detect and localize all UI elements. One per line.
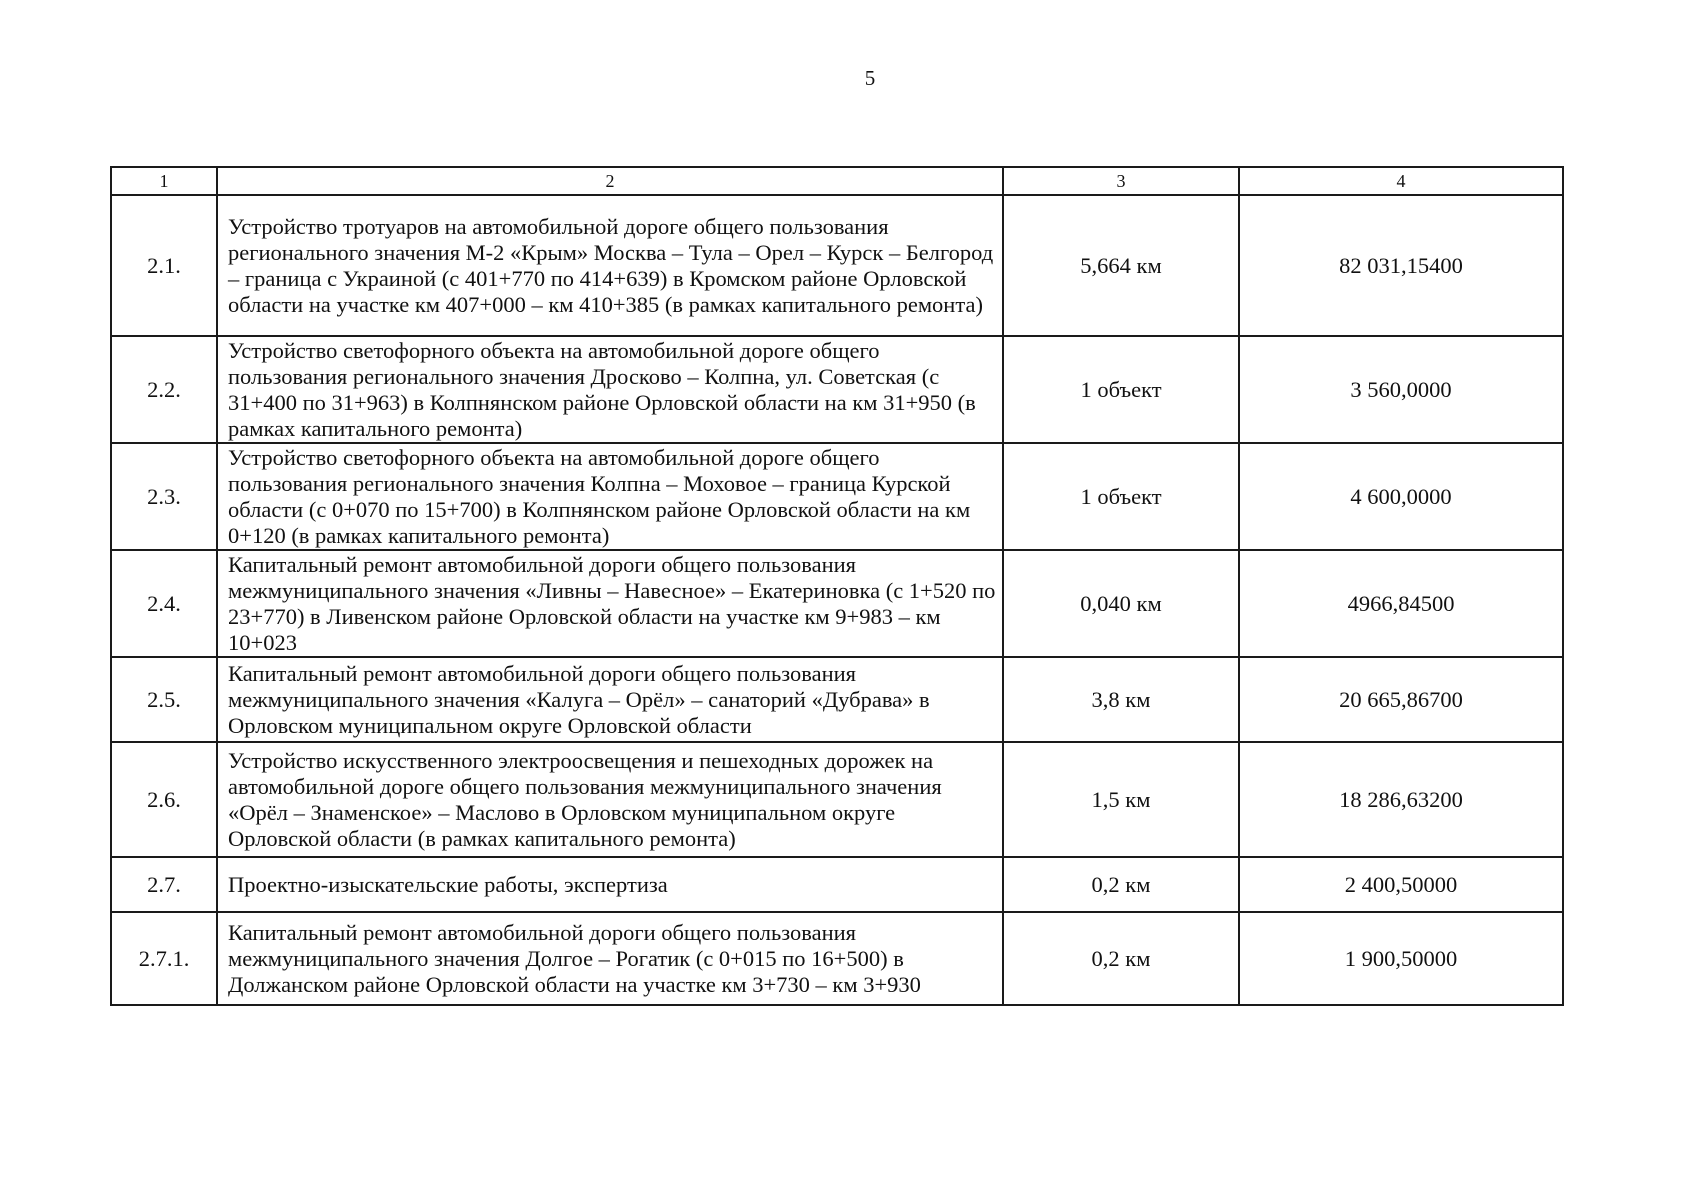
row-number: 2.4. <box>111 550 217 657</box>
row-quantity: 0,2 км <box>1003 912 1239 1005</box>
row-description: Устройство светофорного объекта на автомобильной дороге общего пользования регионального значения Колпна – Моховое – граница Курской области (с 0+070 по 15+700) в Колпнянском районе Орловской области на км 0+120 (в рамках капитального ремонта) <box>217 443 1003 550</box>
header-cell-3: 3 <box>1003 167 1239 195</box>
row-description: Капитальный ремонт автомобильной дороги общего пользования межмуниципального значения «Калуга – Орёл» – санаторий «Дубрава» в Орловском муниципальном округе Орловской области <box>217 657 1003 742</box>
row-description: Капитальный ремонт автомобильной дороги общего пользования межмуниципального значения Долгое – Рогатик (с 0+015 по 16+500) в Должанском районе Орловской области на участке км 3+730 – км 3+930 <box>217 912 1003 1005</box>
table-row <box>111 912 1563 1005</box>
row-amount: 82 031,15400 <box>1239 195 1563 336</box>
row-number: 2.2. <box>111 336 217 443</box>
row-amount: 4 600,0000 <box>1239 443 1563 550</box>
row-number: 2.6. <box>111 742 217 857</box>
row-quantity: 1 объект <box>1003 443 1239 550</box>
row-quantity: 5,664 км <box>1003 195 1239 336</box>
row-quantity: 0,2 км <box>1003 857 1239 912</box>
row-number: 2.7.1. <box>111 912 217 1005</box>
page-number: 5 <box>864 66 876 90</box>
table-row <box>111 336 1563 443</box>
row-amount: 2 400,50000 <box>1239 857 1563 912</box>
row-amount: 4966,84500 <box>1239 550 1563 657</box>
header-cell-1: 1 <box>111 167 217 195</box>
row-amount: 1 900,50000 <box>1239 912 1563 1005</box>
row-quantity: 3,8 км <box>1003 657 1239 742</box>
header-row <box>111 167 1563 195</box>
row-description: Устройство светофорного объекта на автомобильной дороге общего пользования регионального значения Дросково – Колпна, ул. Советская (с 31+400 по 31+963) в Колпнянском районе Орловской области на км 31+950 (в рамках капитального ремонта) <box>217 336 1003 443</box>
table-row <box>111 657 1563 742</box>
row-number: 2.3. <box>111 443 217 550</box>
row-number: 2.1. <box>111 195 217 336</box>
row-amount: 18 286,63200 <box>1239 742 1563 857</box>
row-description: Устройство тротуаров на автомобильной дороге общего пользования регионального значения М-2 «Крым» Москва – Тула – Орел – Курск – Белгород – граница с Украиной (с 401+770 по 414+639) в Кромском районе Орловской области на участке км 407+000 – км 410+385 (в рамках капитального ремонта) <box>217 195 1003 336</box>
works-table <box>110 166 1564 1006</box>
row-description: Проектно-изыскательские работы, экспертиза <box>217 857 1003 912</box>
row-quantity: 1,5 км <box>1003 742 1239 857</box>
table-row <box>111 857 1563 912</box>
table-row <box>111 195 1563 336</box>
row-quantity: 0,040 км <box>1003 550 1239 657</box>
table-row <box>111 443 1563 550</box>
table-row <box>111 742 1563 857</box>
table-header <box>111 167 1563 195</box>
row-number: 2.7. <box>111 857 217 912</box>
header-cell-2: 2 <box>217 167 1003 195</box>
table-body <box>111 195 1563 1005</box>
row-quantity: 1 объект <box>1003 336 1239 443</box>
row-description: Устройство искусственного электроосвещения и пешеходных дорожек на автомобильной дороге общего пользования межмуниципального значения «Орёл – Знаменское» – Маслово в Орловском муниципальном округе Орловской области (в рамках капитального ремонта) <box>217 742 1003 857</box>
row-number: 2.5. <box>111 657 217 742</box>
row-amount: 20 665,86700 <box>1239 657 1563 742</box>
header-cell-4: 4 <box>1239 167 1563 195</box>
row-description: Капитальный ремонт автомобильной дороги общего пользования межмуниципального значения «Ливны – Навесное» – Екатериновка (с 1+520 по 23+770) в Ливенском районе Орловской области на участке км 9+983 – км 10+023 <box>217 550 1003 657</box>
row-amount: 3 560,0000 <box>1239 336 1563 443</box>
table-row <box>111 550 1563 657</box>
